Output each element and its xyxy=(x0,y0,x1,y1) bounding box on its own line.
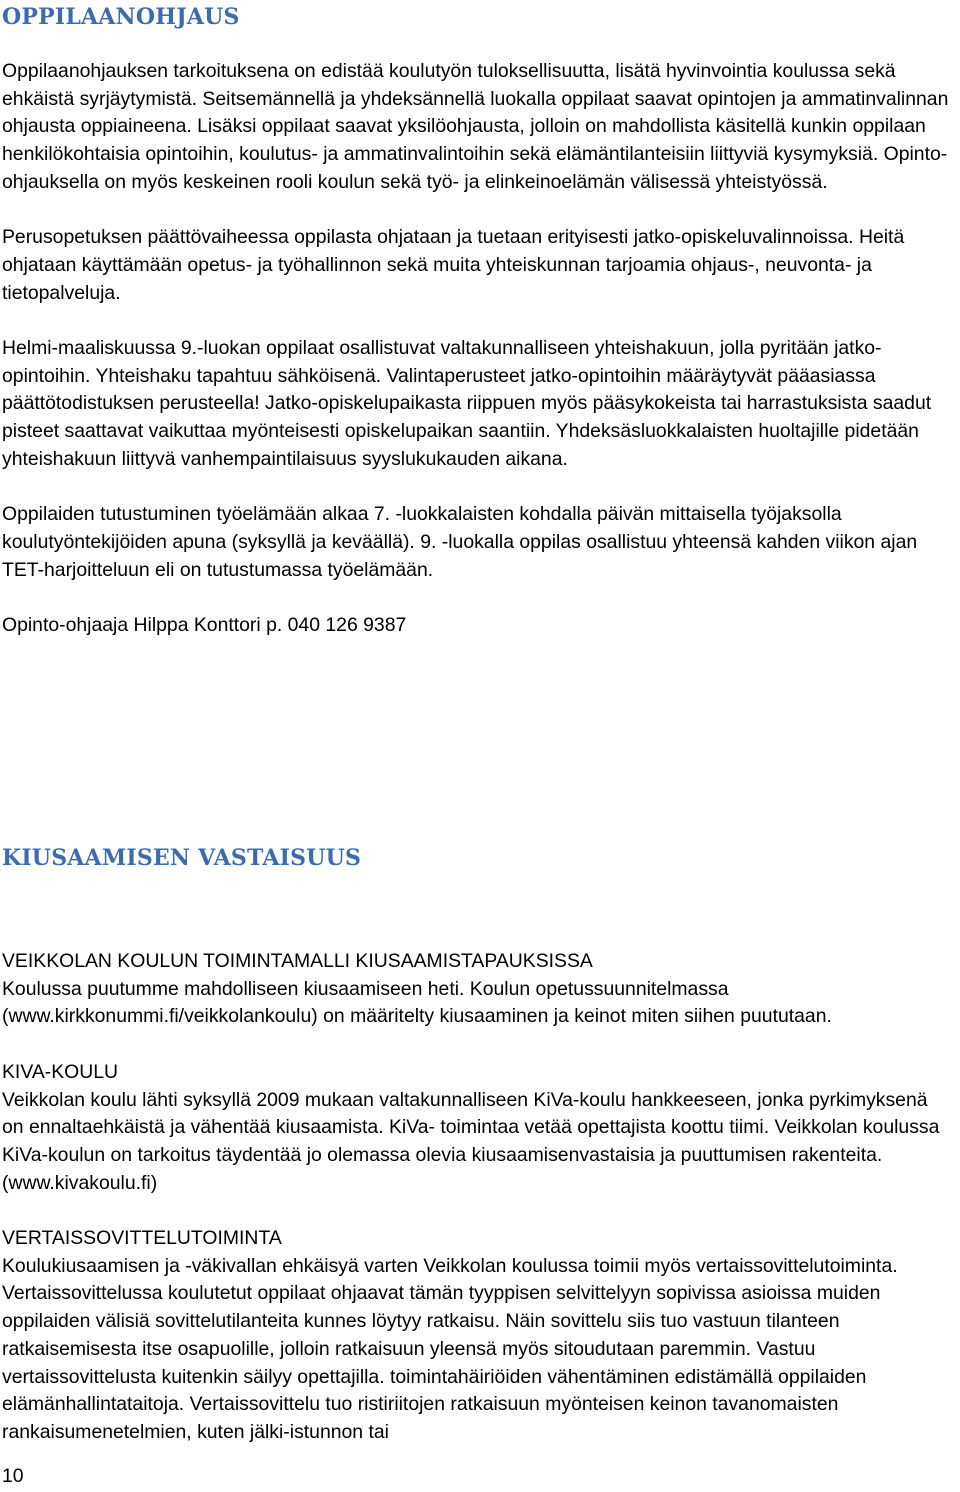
paragraph: Koulussa puutumme mahdolliseen kiusaamiseen heti. Koulun opetussuunnitelmassa (www.kirkkonummi.fi/veikkolankoulu) on määritelty kiusaaminen ja keinot miten siihen puututaan. xyxy=(2,977,832,1028)
paragraph: Oppilaiden tutustuminen työelämään alkaa 7. -luokkalaisten kohdalla päivän mittaisella työjaksolla koulutyöntekijöiden apuna (syksyllä ja keväällä). 9. -luokalla oppilas osallistuu yhteensä kahden viikon ajan TET-harjoitteluun eli on tutustumassa työelämään. xyxy=(2,503,918,581)
section-body-oppilaanohjaus xyxy=(2,58,950,640)
page-number: 10 xyxy=(2,1465,24,1487)
paragraph: Helmi-maaliskuussa 9.-luokan oppilaat osallistuvat valtakunnalliseen yhteishakuun, jolla pyritään jatko-opintoihin. Yhteishaku tapahtuu sähköisenä. Valintaperusteet jatko-opintoihin määräytyvät pääasiassa päättötodistuksen perusteella! Jatko-opiskelupaikasta riippuen myös pääsykokeista tai harrastuksista saadut pisteet saattavat vaikuttaa myönteisesti opiskelupaikan saantiin. Yhdeksäsluokkalaisten huoltajille pidetään yhteishakuun liittyvä vanhempaintilaisuus syyslukukauden aikana. xyxy=(2,337,932,470)
subsection-title: KIVA-KOULU xyxy=(2,1060,119,1083)
paragraph: Koulukiusaamisen ja -väkivallan ehkäisyä varten Veikkolan koulussa toimii myös vertaissovittelutoiminta. Vertaissovittelussa koulutetut oppilaat ohjaavat tämän tyyppisen selvittelyyn sopivissa asioissa muiden oppilaiden välisiä sovittelutilanteita kunnes löytyy ratkaisu. Näin sovittelu siis tuo vastuun tilanteen ratkaisemisesta itse osapuolille, jolloin ratkaisuun yleensä myös sitoudutaan paremmin. Vastuu vertaissovittelusta kuitenkin säilyy opettajilla. toimintahäiriöiden vähentäminen edistämällä oppilaiden elämänhallintataitoja. Vertaissovittelu tuo ristiriitojen ratkaisuun myönteisen keinon tavanomaisten rankaisumenetelmien, kuten jälki-istunnon tai xyxy=(2,1254,898,1443)
contact-line: Opinto-ohjaaja Hilppa Konttori p. 040 126 9387 xyxy=(2,614,407,636)
paragraph: Perusopetuksen päättövaiheessa oppilasta ohjataan ja tuetaan erityisesti jatko-opiskeluvalinnoissa. Heitä ohjataan käyttämään opetus- ja työhallinnon sekä muita yhteiskunnan tarjoamia ohjaus-, neuvonta- ja tietopalveluja. xyxy=(2,226,905,304)
section-heading-kiusaamisen-vastaisuus: KIUSAAMISEN VASTAISUUS xyxy=(2,845,362,871)
paragraph: Veikkolan koulu lähti syksyllä 2009 mukaan valtakunnalliseen KiVa-koulu hankkeeseen, jonka pyrkimyksenä on ennaltaehkäistä ja vähentää kiusaamista. KiVa- toimintaa vetää opettajista koottu tiimi. Veikkolan koulussa KiVa-koulun on tarkoitus täydentää jo olemassa olevia kiusaamisenvastaisia ja puuttumisen rakenteita. (www.kivakoulu.fi) xyxy=(2,1088,940,1194)
subsection-title: VERTAISSOVITTELUTOIMINTA xyxy=(2,1227,282,1249)
paragraph: Oppilaanohjauksen tarkoituksena on edistää koulutyön tuloksellisuutta, lisätä hyvinvointia koulussa sekä ehkäistä syrjäytymistä. Seitsemännellä ja yhdeksännellä luokalla oppilaat saavat opintojen ja ammatinvalinnan ohjausta oppiaineena. Lisäksi oppilaat saavat yksilöohjausta, jolloin on mahdollista käsitellä kunkin oppilaan henkilökohtaisia opintoihin, koulutus- ja ammatinvalintoihin sekä elämäntilanteisiin liittyviä kysymyksiä. Opinto-ohjauksella on myös keskeinen rooli koulun sekä työ- ja elinkeinoelämän välisessä yhteistyössä. xyxy=(2,60,949,193)
section-heading-oppilaanohjaus: OPPILAANOHJAUS xyxy=(2,4,240,30)
section-body-kiusaamisen-vastaisuus xyxy=(2,948,950,1447)
subsection-title: VEIKKOLAN KOULUN TOIMINTAMALLI KIUSAAMISTAPAUKSISSA xyxy=(2,950,593,972)
